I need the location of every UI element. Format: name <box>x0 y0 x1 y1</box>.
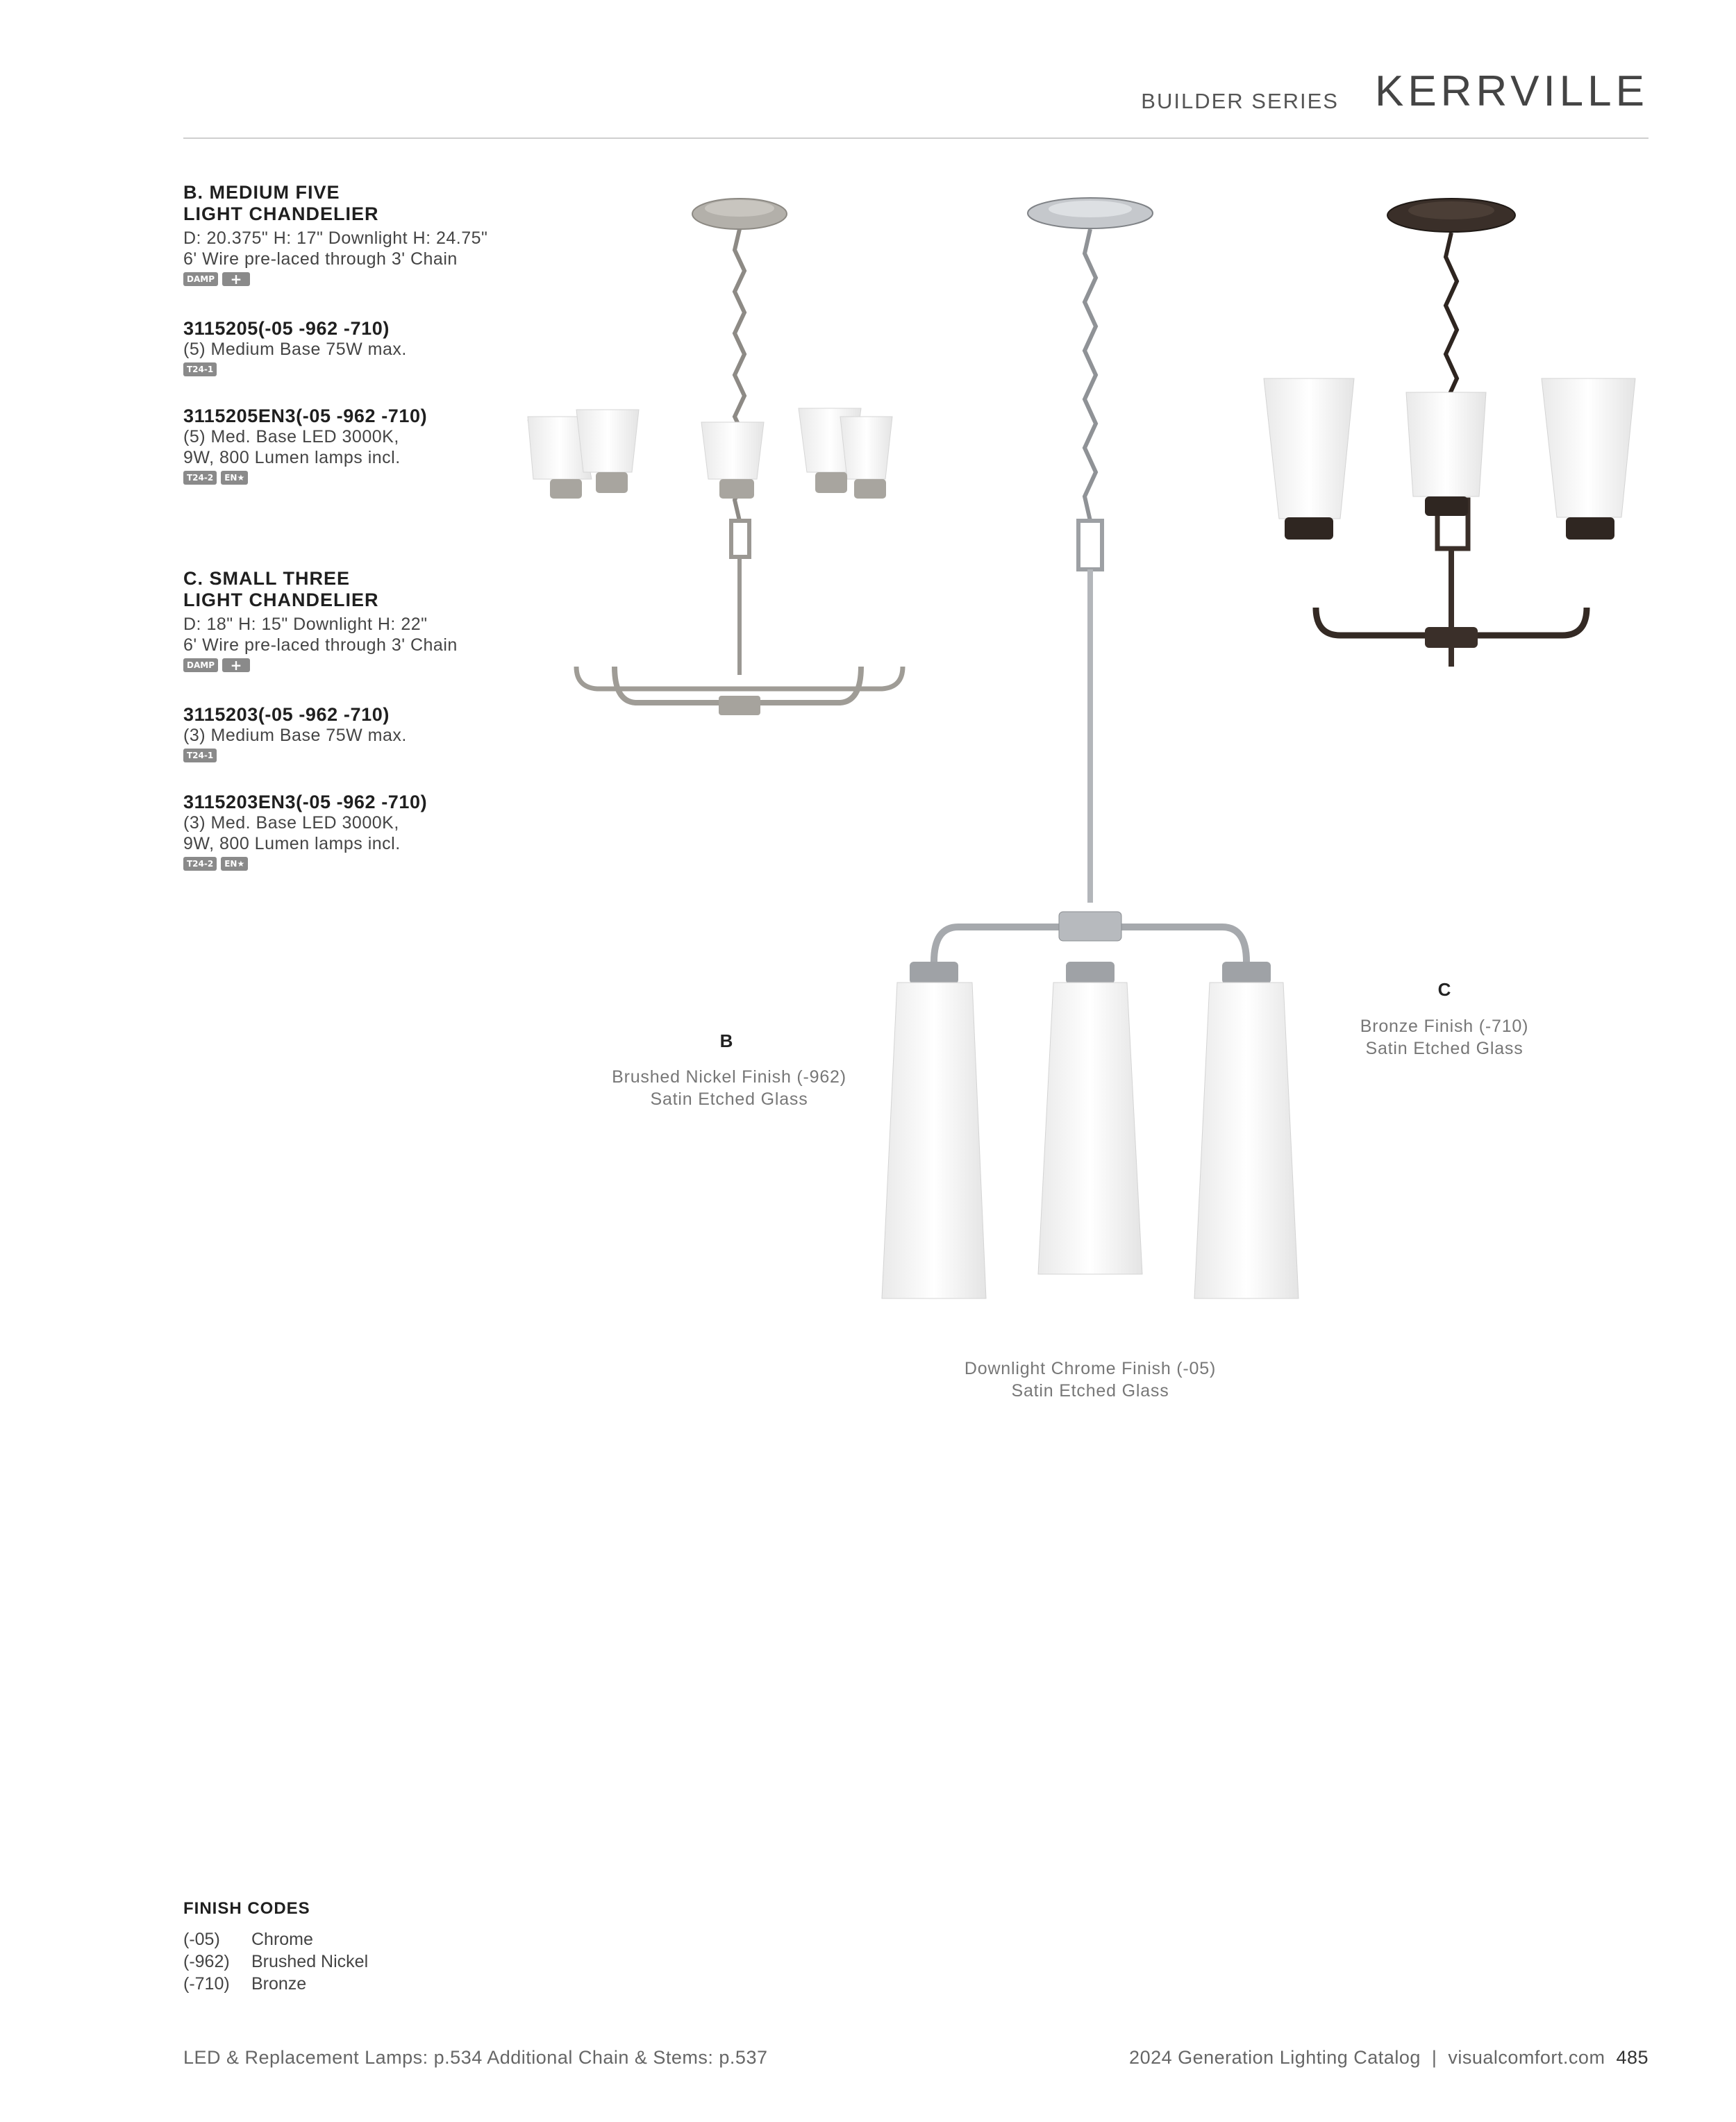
model-desc: (5) Medium Base 75W max. <box>183 340 407 359</box>
plus-badge: + <box>222 658 250 672</box>
product-downlight-glass: Satin Etched Glass <box>1011 1381 1169 1401</box>
finish-code-row <box>183 1950 368 1973</box>
model-code: 3115203EN3(-05 -962 -710) <box>183 792 428 812</box>
t24-badge: T24-2 <box>183 857 217 871</box>
spec-c-title-2: LIGHT CHANDELIER <box>183 590 379 610</box>
finish-code-row <box>183 1973 368 1995</box>
model-desc: (3) Medium Base 75W max. <box>183 726 407 745</box>
catalog-name: 2024 Generation Lighting Catalog <box>1129 2047 1421 2068</box>
collection-title: KERRVILLE <box>1374 67 1649 115</box>
footer-catalog-info <box>1129 2047 1649 2069</box>
chandelier-c-image <box>1250 191 1653 983</box>
finish-code: (-710) <box>183 1974 230 1994</box>
energy-star-badge: EN★ <box>221 471 248 485</box>
footer-separator: | <box>1431 2047 1437 2068</box>
finish-code-row <box>183 1928 368 1950</box>
finish-code: (-962) <box>183 1952 230 1971</box>
finish-code: (-05) <box>183 1930 220 1949</box>
product-c-finish: Bronze Finish (-710) <box>1360 1017 1529 1036</box>
finish-codes-title: FINISH CODES <box>183 1899 310 1918</box>
spec-b-title-1: B. MEDIUM FIVE <box>183 182 340 203</box>
plus-badge: + <box>222 272 250 286</box>
finish-name: Chrome <box>251 1930 313 1949</box>
product-downlight-caption <box>930 1357 1250 1402</box>
spec-b-title-2: LIGHT CHANDELIER <box>183 203 379 224</box>
model-code: 3115203(-05 -962 -710) <box>183 704 390 725</box>
finish-name: Bronze <box>251 1974 307 1994</box>
damp-badge: DAMP <box>183 658 218 672</box>
model-desc: 9W, 800 Lumen lamps incl. <box>183 448 401 467</box>
product-b-letter: B <box>719 1030 733 1051</box>
finish-codes <box>183 1899 368 1995</box>
product-c-caption <box>1292 1015 1597 1060</box>
product-c-letter: C <box>1437 979 1451 1000</box>
model-desc: (5) Med. Base LED 3000K, <box>183 427 399 446</box>
product-b-caption <box>576 1066 882 1110</box>
spec-b-wire: 6' Wire pre-laced through 3' Chain <box>183 249 458 269</box>
spec-c-wire: 6' Wire pre-laced through 3' Chain <box>183 635 458 655</box>
page-header <box>183 62 1649 139</box>
model-desc: 9W, 800 Lumen lamps incl. <box>183 834 401 853</box>
t24-badge: T24-2 <box>183 471 217 485</box>
t24-badge: T24-1 <box>183 749 217 762</box>
model-code: 3115205EN3(-05 -962 -710) <box>183 406 428 426</box>
website-link[interactable]: visualcomfort.com <box>1448 2047 1605 2068</box>
spec-c-title-1: C. SMALL THREE <box>183 568 351 589</box>
damp-badge: DAMP <box>183 272 218 286</box>
page-number: 485 <box>1616 2047 1649 2068</box>
energy-star-badge: EN★ <box>221 857 248 871</box>
t24-badge: T24-1 <box>183 362 217 376</box>
spec-c-dimensions: D: 18" H: 15" Downlight H: 22" <box>183 615 428 634</box>
spec-b-dimensions: D: 20.375" H: 17" Downlight H: 24.75" <box>183 228 488 248</box>
product-b-finish: Brushed Nickel Finish (-962) <box>612 1067 846 1087</box>
product-b-glass: Satin Etched Glass <box>650 1089 808 1109</box>
finish-name: Brushed Nickel <box>251 1952 369 1971</box>
chandelier-downlight-image <box>868 191 1312 1316</box>
series-label: BUILDER SERIES <box>1141 89 1339 113</box>
footer-references: LED & Replacement Lamps: p.534 Additional Chain & Stems: p.537 <box>183 2047 768 2068</box>
product-downlight-finish: Downlight Chrome Finish (-05) <box>964 1359 1217 1378</box>
product-c-glass: Satin Etched Glass <box>1365 1039 1524 1058</box>
model-code: 3115205(-05 -962 -710) <box>183 318 390 339</box>
model-desc: (3) Med. Base LED 3000K, <box>183 813 399 833</box>
